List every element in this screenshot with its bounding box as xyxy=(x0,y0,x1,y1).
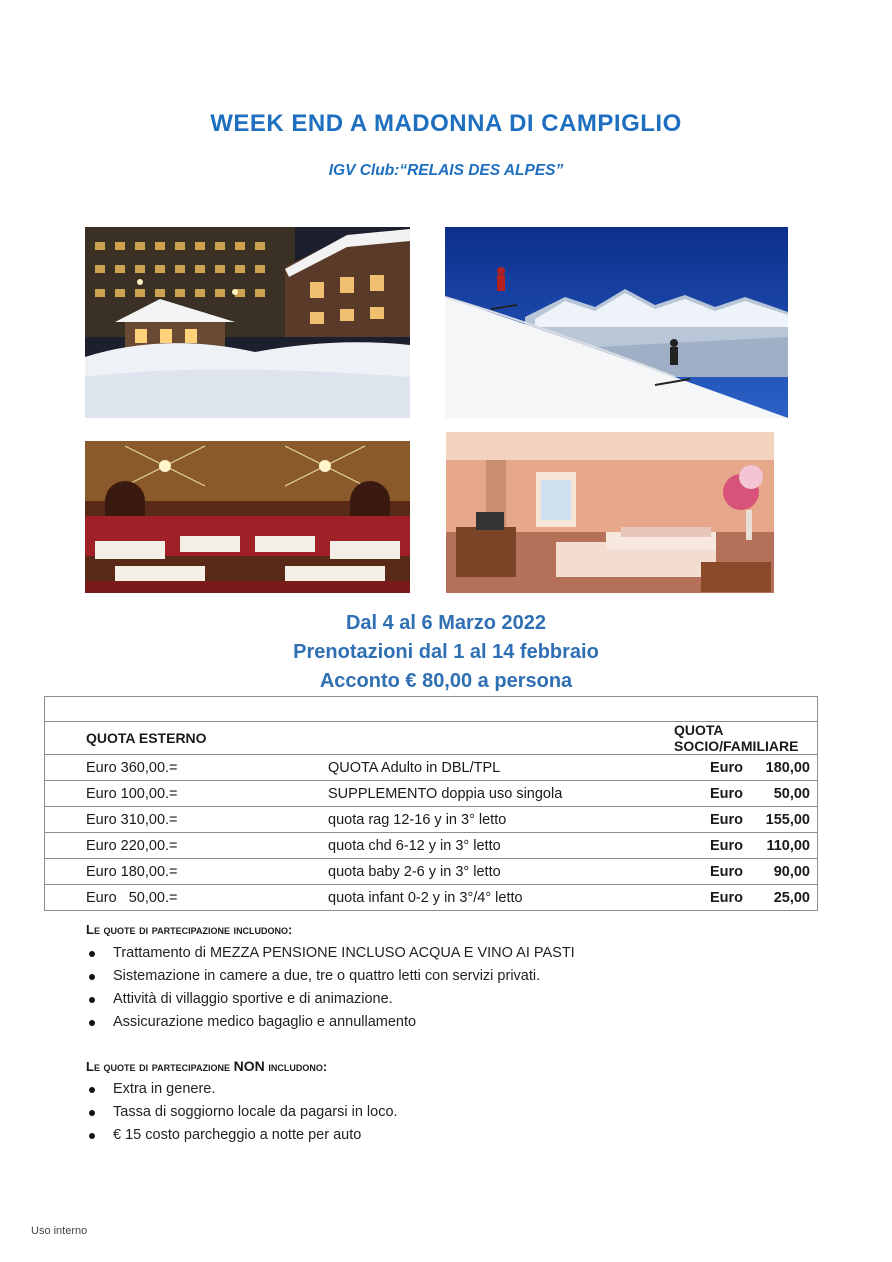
list-item: Attività di villaggio sportive e di animazione. xyxy=(86,988,575,1011)
footer-label: Uso interno xyxy=(31,1225,88,1237)
table-row xyxy=(45,755,818,781)
table-blank-row xyxy=(45,697,818,722)
table-row xyxy=(45,885,818,911)
description: QUOTA Adulto in DBL/TPL xyxy=(328,755,634,781)
member-price: 50,00 xyxy=(773,785,810,802)
ski-touring-image xyxy=(445,227,788,418)
external-price: Euro 100,00.= xyxy=(45,781,329,807)
table-row xyxy=(45,781,818,807)
price-table xyxy=(44,696,818,911)
bedroom-image xyxy=(446,432,774,593)
description: quota chd 6-12 y in 3° letto xyxy=(328,833,634,859)
table-row xyxy=(45,859,818,885)
member-euro-label: Euro xyxy=(710,863,744,880)
page-title: WEEK END A MADONNA DI CAMPIGLIO xyxy=(210,110,682,137)
table-row xyxy=(45,807,818,833)
external-price: Euro 220,00.= xyxy=(45,833,329,859)
description: SUPPLEMENTO doppia uso singola xyxy=(328,781,634,807)
page-subtitle: IGV Club:“RELAIS DES ALPES” xyxy=(328,162,564,179)
external-price: Euro 180,00.= xyxy=(45,859,329,885)
member-price: 90,00 xyxy=(773,863,810,880)
list-item: Trattamento di MEZZA PENSIONE INCLUSO ACQUA E VINO AI PASTI xyxy=(86,942,575,965)
description: quota rag 12-16 y in 3° letto xyxy=(328,807,634,833)
member-euro-label: Euro xyxy=(710,785,744,802)
member-price: 180,00 xyxy=(765,759,810,776)
table-row xyxy=(45,833,818,859)
hotel-exterior-photo xyxy=(85,227,410,418)
external-price: Euro 310,00.= xyxy=(45,807,329,833)
member-euro-label: Euro xyxy=(710,759,744,776)
includes-list xyxy=(86,942,575,1034)
bookings-line: Prenotazioni dal 1 al 14 febbraio xyxy=(293,641,599,663)
restaurant-photo xyxy=(85,441,410,593)
includes-heading: Le quote di partecipazione includono: xyxy=(86,922,293,937)
member-euro-label: Euro xyxy=(710,811,744,828)
list-item: Assicurazione medico bagaglio e annullamento xyxy=(86,1011,575,1034)
excludes-list xyxy=(86,1078,398,1147)
hotel-exterior-image xyxy=(85,227,410,418)
restaurant-image xyxy=(85,441,410,593)
list-item: Tassa di soggiorno locale da pagarsi in loco. xyxy=(86,1101,398,1124)
member-euro-label: Euro xyxy=(710,837,744,854)
member-euro-label: Euro xyxy=(710,889,744,906)
external-price: Euro 360,00.= xyxy=(45,755,329,781)
deposit-line: Acconto € 80,00 a persona xyxy=(319,670,573,692)
bedroom-photo xyxy=(446,432,774,593)
member-price: 25,00 xyxy=(773,889,810,906)
excludes-heading: Le quote di partecipazione NON includono: xyxy=(86,1058,328,1074)
list-item: Extra in genere. xyxy=(86,1078,398,1101)
external-price: Euro 50,00.= xyxy=(45,885,329,911)
member-price: 110,00 xyxy=(766,837,810,854)
header-external-price: QUOTA ESTERNO xyxy=(45,722,329,755)
header-member-price: QUOTA SOCIO/FAMILIARE xyxy=(634,722,818,755)
table-header-row xyxy=(45,722,818,755)
list-item: Sistemazione in camere a due, tre o quattro letti con servizi privati. xyxy=(86,965,575,988)
dates-line: Dal 4 al 6 Marzo 2022 xyxy=(345,612,547,634)
member-price: 155,00 xyxy=(765,811,810,828)
list-item: € 15 costo parcheggio a notte per auto xyxy=(86,1124,398,1147)
description: quota infant 0-2 y in 3°/4° letto xyxy=(328,885,634,911)
description: quota baby 2-6 y in 3° letto xyxy=(328,859,634,885)
ski-touring-photo xyxy=(445,227,788,418)
